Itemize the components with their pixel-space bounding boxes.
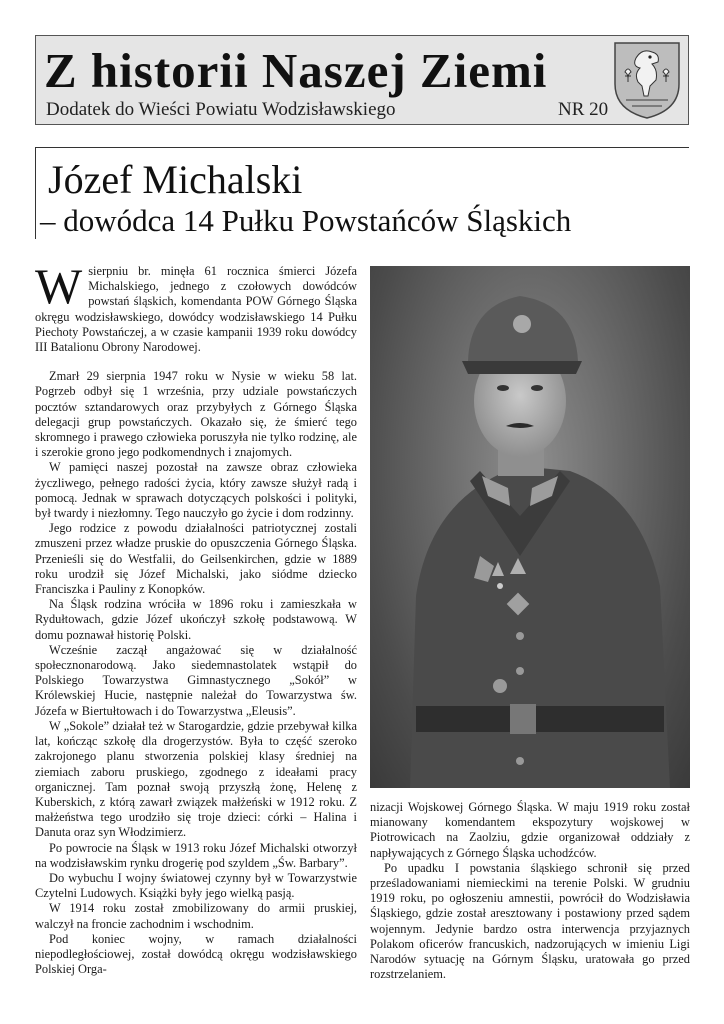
drop-cap: W (35, 258, 83, 314)
paragraph: Jego rodzice z powodu działalności patriotycznej zostali zmuszeni przez władze pruskie do opuszczenia Górnego Śląska. Przenieśli się do Westfalii, do Geilsenkirchen, gdzie w 1889 roku urodził się Józef Michalski, jako siódme dziecko Franciszka i Pauliny z Konopków. (35, 521, 357, 597)
paragraph: Wcześnie zaczął angażować się w działalność społecznonarodową. Jako siedemnastolatek wstąpił do Polskiego Towarzystwa Gimnastycznego „Sokół” w Królewskiej Hucie, następnie należał do Towarzystwa św. Józefa w Biertułtowach i do Towarzystwa „Eleusis”. (35, 642, 357, 718)
portrait-photo (370, 266, 690, 788)
left-column (35, 258, 357, 977)
article-title: Józef Michalski (48, 157, 303, 202)
paragraph: Pod koniec wojny, w ramach działalności niepodległościowej, został dowódcą okręgu wodzisławskiego Polskiej Orga- (35, 931, 357, 977)
paragraph: Wsierpniu br. minęła 61 rocznica śmierci Józefa Michalskiego, jednego z czołowych dowódców powstań śląskich, komendanta POW Górnego Śląska okręgu wodzisławskiego, dowódcy wodzisławskiego 14 Pułku Piechoty Powstańczej, a w czasie kampanii 1939 roku dowódcy III Batalionu Obrony Narodowej. (35, 258, 357, 355)
paragraph: Na Śląsk rodzina wróciła w 1896 roku i zamieszkała w Rydułtowach, gdzie Józef ukończył szkołę podstawową. W domu poznawał historię Polski. (35, 597, 357, 642)
masthead-title: Z historii Naszej Ziemi (44, 43, 548, 98)
paragraph: Po powrocie na Śląsk w 1913 roku Józef Michalski otworzył na wodzisławskim rynku drogerię pod szyldem „Św. Barbary”. (35, 840, 357, 870)
masthead (35, 35, 689, 125)
coat-of-arms-icon (612, 40, 682, 120)
paragraph: W pamięci naszej pozostał na zawsze obraz człowieka życzliwego, pełnego radości życia, który zawsze służył radą i pomocą. Jednak w sprawach dotyczących polskości i polityki, był twardy i niezłomny. Tego nauczyło go życie i dom rodzinny. (35, 460, 357, 521)
masthead-subtitle: Dodatek do Wieści Powiatu Wodzisławskiego (46, 99, 396, 120)
portrait-illustration (370, 266, 690, 788)
article-title-block (35, 147, 689, 239)
issue-number: NR 20 (558, 99, 609, 120)
paragraph: W 1914 roku został zmobilizowany do armii pruskiej, walczył na froncie zachodnim i wschodnim. (35, 901, 357, 931)
article-subtitle: – dowódca 14 Pułku Powstańców Śląskich (40, 203, 572, 238)
paragraph: Zmarł 29 sierpnia 1947 roku w Nysie w wieku 58 lat. Pogrzeb odbył się 1 września, przy udziale powstańczych pocztów sztandarowych oraz przybyłych z Górnego Śląska delegacji grup powstańczych. Okazało się, że śmierć tego skromnego i prawego człowieka poruszyła nie tylko rodzinę, ale i szerokie grono jego podkomendnych i znajomych. (35, 369, 357, 460)
paragraph: Po upadku I powstania śląskiego schronił się przed prześladowaniami niemieckimi na terenie Polski. W grudniu 1919 roku, po ogłoszeniu amnestii, powrócił do Wodzisławia Śląskiego, gdzie został aresztowany i postawiony przed sądem wojennym. Jedynie bardzo ostra interwencja przyjaznych Polakom oficerów francuskich, nadzorujących w imieniu Ligi Narodów sytuację na Górnym Śląsku, uratowała go przed rozstrzelaniem. (370, 860, 690, 982)
paragraph: W „Sokole” działał też w Starogardzie, gdzie przebywał kilka lat, kończąc szkołę dla drogerzystów. Była to część szeroko zakrojonego planu stworzenia polskiej klasy średniej na ziemiach zaboru pruskiego, zgodnego z ideałami pracy organicznej. Tam poznał swoją przyszłą żonę, Helenę z Kuberskich, z którą zawarł związek małżeński w 1912 roku. Z małżeństwa tego urodziło się troje dzieci: córki – Halina i Danuta oraz syn Włodzimierz. (35, 718, 357, 840)
right-column (370, 800, 690, 982)
paragraph: Do wybuchu I wojny światowej czynny był w Towarzystwie Czytelni Ludowych. Książki były jego wielką pasją. (35, 870, 357, 901)
paragraph: nizacji Wojskowej Górnego Śląska. W maju 1919 roku został mianowany komendantem ekspozytury wojskowej w Piotrowicach na Zaolziu, gdzie organizował oddziały z napływających z Górnego Śląska uchodźców. (370, 800, 690, 860)
